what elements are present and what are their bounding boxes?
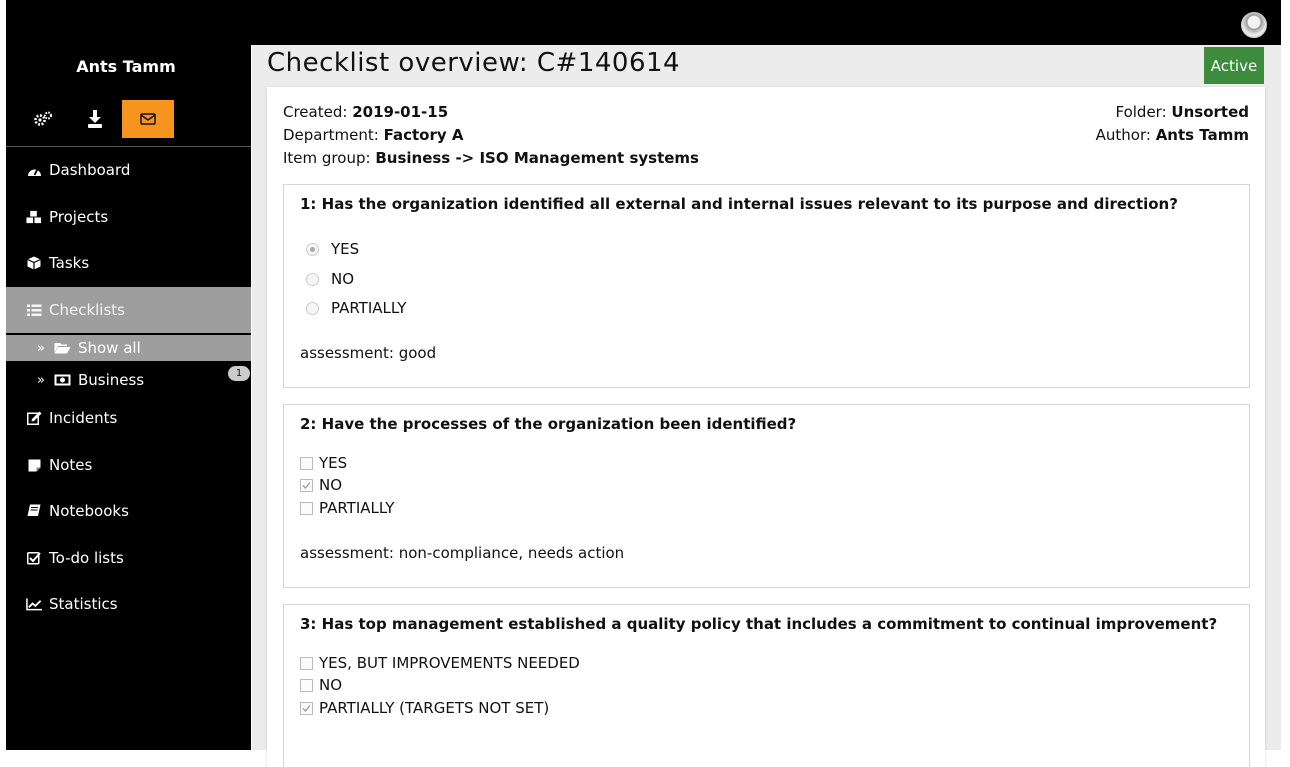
created-value: 2019-01-15 [352,103,449,121]
cube-icon [26,256,42,270]
sidebar-subitem-label: Show all [77,339,141,357]
item-group-value: Business -> ISO Management systems [375,149,699,167]
messages-button[interactable] [122,100,174,138]
department-row [283,124,699,147]
checklist-meta-right [1096,101,1249,147]
created-row [283,101,699,124]
sidebar-subitem-business[interactable] [6,367,251,393]
sidebar-item-incidents[interactable] [6,395,251,441]
answer-option-yes-improvements-needed[interactable] [300,654,580,672]
radio-button[interactable] [306,302,319,315]
sidebar-item-label: To-do lists [49,549,124,567]
department-label: Department: [283,126,379,144]
sidebar-item-statistics[interactable] [6,581,251,627]
question-title: 2: Have the processes of the organization been identified? [300,415,797,433]
settings-button[interactable] [17,100,69,138]
option-label: YES [319,454,348,472]
sidebar-item-label: Statistics [49,595,118,613]
sidebar-item-notes[interactable] [6,442,251,488]
main-content [252,45,1281,750]
cubes-icon [26,210,42,224]
question-title: 3: Has top management established a quality policy that includes a commitment to continual improvement? [300,615,1218,633]
folder-row [1096,101,1249,124]
sidebar-item-label: Notes [49,456,93,474]
double-chevron-right-icon: » [37,372,45,388]
list-icon [26,304,42,317]
option-label: PARTIALLY (TARGETS NOT SET) [319,699,550,717]
sticky-note-icon [26,459,42,472]
question-card [283,404,1250,588]
line-chart-icon [26,598,42,611]
sidebar-item-label: Dashboard [49,161,131,179]
sidebar-item-dashboard[interactable] [6,147,251,193]
option-label: PARTIALLY [319,499,395,517]
question-card [283,184,1250,388]
sidebar-subitem-show-all[interactable] [6,335,251,361]
folder-open-icon [54,342,71,354]
gears-icon [33,111,53,127]
checkbox[interactable] [300,657,313,670]
option-label: NO [319,476,343,494]
checkmark-icon [301,480,312,491]
edit-icon [26,411,42,425]
checklist-meta-left [283,101,699,170]
answer-option-partially[interactable] [306,299,406,317]
checkbox-checked[interactable] [300,479,313,492]
item-group-row [283,147,699,170]
sidebar-subitem-label: Business [77,371,145,389]
sidebar-item-label: Projects [49,208,109,226]
option-label: YES, BUT IMPROVEMENTS NEEDED [319,654,580,672]
assessment-text: assessment: good [300,344,437,362]
envelope-icon [140,113,156,125]
sidebar-item-todo-lists[interactable] [6,535,251,581]
sidebar [6,45,251,750]
answer-option-no[interactable] [300,676,342,694]
sidebar-item-label: Notebooks [49,502,129,520]
count-badge: 1 [228,366,250,381]
department-value: Factory A [383,126,464,144]
answer-option-yes[interactable] [306,240,359,258]
answer-option-partially[interactable] [300,499,394,517]
sidebar-item-label: Tasks [49,254,90,272]
folder-label: Folder: [1115,103,1167,121]
sidebar-icon-bar [6,100,251,138]
author-label: Author: [1095,126,1151,144]
user-name: Ants Tamm [76,57,176,76]
user-avatar[interactable] [1241,12,1267,38]
option-label: YES [331,240,360,258]
answer-option-no[interactable] [306,270,354,288]
radio-button[interactable] [306,273,319,286]
checkbox-checked[interactable] [300,702,313,715]
option-label: NO [319,676,343,694]
question-title: 1: Has the organization identified all external and internal issues relevant to its purpose and direction? [300,195,1178,213]
created-label: Created: [283,103,348,121]
question-card [283,604,1250,767]
double-chevron-right-icon: » [37,340,45,356]
sidebar-item-tasks[interactable] [6,240,251,286]
money-icon [54,374,71,386]
book-icon [26,504,42,518]
sidebar-item-label: Checklists [49,301,125,319]
answer-option-yes[interactable] [300,454,347,472]
sidebar-item-projects[interactable] [6,194,251,240]
folder-value: Unsorted [1171,103,1249,121]
checkbox[interactable] [300,502,313,515]
answer-option-partially-targets-not-set[interactable] [300,699,549,717]
download-button[interactable] [69,100,121,138]
author-value: Ants Tamm [1155,126,1249,144]
answer-option-no[interactable] [300,476,342,494]
radio-button-checked[interactable] [306,243,319,256]
dashboard-icon [26,164,42,177]
download-icon [87,110,103,128]
sidebar-item-checklists[interactable] [6,287,251,333]
checkmark-icon [301,703,312,714]
status-badge: Active [1204,47,1264,84]
top-bar [6,0,1281,45]
option-label: NO [331,270,355,288]
sidebar-item-label: Incidents [49,409,118,427]
assessment-text: assessment: non-compliance, needs action [300,544,625,562]
sidebar-item-notebooks[interactable] [6,488,251,534]
checklist-card [267,87,1265,767]
author-row [1096,124,1249,147]
item-group-label: Item group: [283,149,371,167]
page-title: Checklist overview: C#140614 [267,48,681,78]
check-square-icon [26,551,42,565]
option-label: PARTIALLY [331,299,407,317]
checkbox[interactable] [300,457,313,470]
checkbox[interactable] [300,679,313,692]
